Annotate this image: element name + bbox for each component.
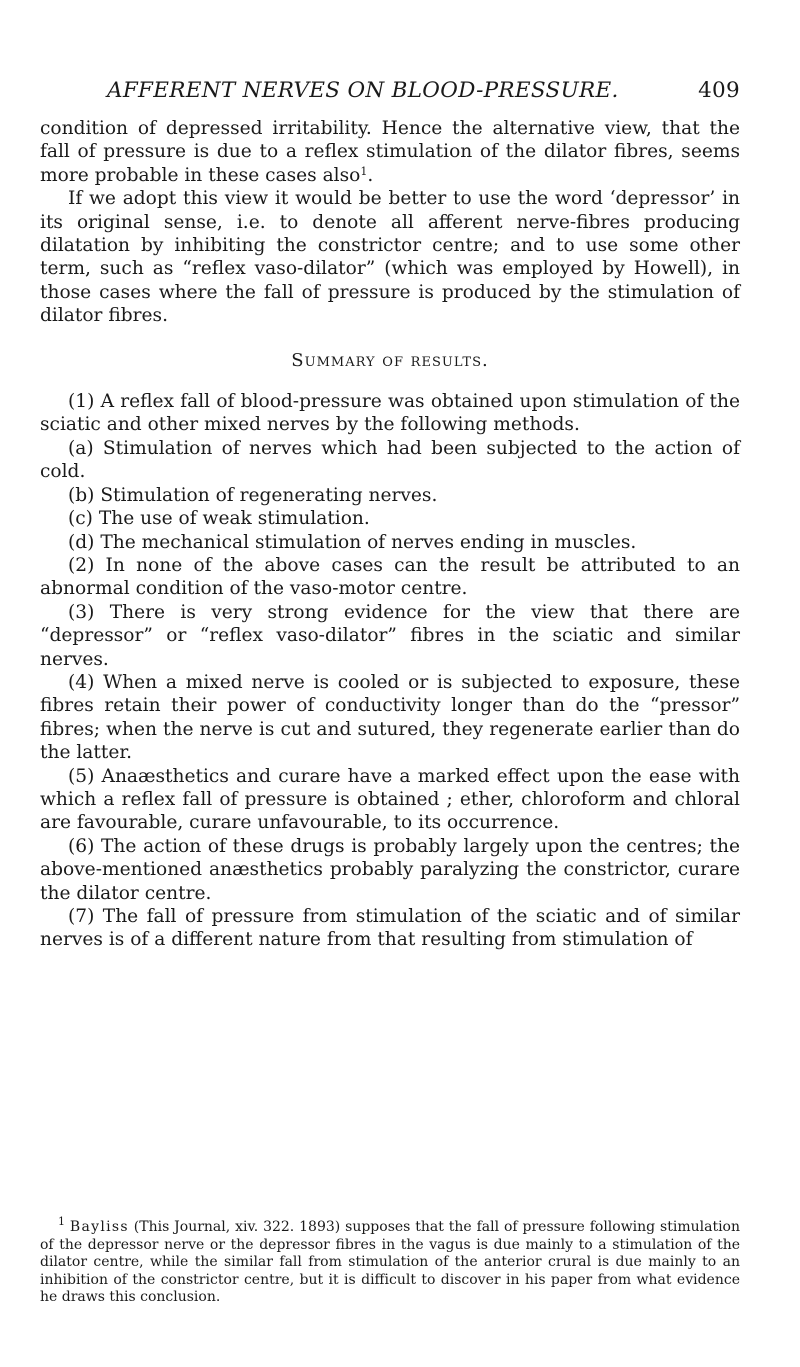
- footnote-reference: 1: [360, 164, 368, 178]
- paragraph-1-text: condition of depressed irritability. Hence the alternative view, that the fall of pressure is due to a reflex stimulation of the dilator fibres, seems more probable in these cases also: [40, 118, 740, 186]
- footnote: [40, 1215, 740, 1307]
- summary-item-2: (2) In none of the above cases can the result be attributed to an abnormal condition of the vaso-motor centre.: [40, 554, 740, 600]
- summary-item-7: (7) The fall of pressure from stimulation of the sciatic and of similar nerves is of a different nature from that resulting from stimulation of: [40, 906, 740, 951]
- section-heading-text: Summary of results.: [291, 349, 489, 371]
- paragraph-1-end: .: [367, 164, 374, 186]
- footnote-paragraph: [40, 1215, 740, 1307]
- summary-item-1c: (c) The use of weak stimulation.: [68, 508, 370, 530]
- footnote-author: Bayliss: [69, 1219, 129, 1235]
- paragraph-2: If we adopt this view it would be better to use the word ‘depressor’ in its original sense, i.e. to denote all afferent nerve-fibres producing dilatation by inhibiting the constrictor centre; and to use some other term, such as “reflex vaso-dilator” (which was employed by Howell), in those cases where the fall of pressure is produced by the stimulation of dilator fibres.: [40, 188, 740, 327]
- summary-item-1: (1) A reflex fall of blood-pressure was obtained upon stimulation of the sciatic and other mixed nerves by the following methods.: [40, 391, 740, 436]
- running-title: AFFERENT NERVES ON BLOOD-PRESSURE.: [107, 78, 619, 103]
- footnote-mark: 1: [58, 1215, 65, 1228]
- body-text: [40, 117, 740, 952]
- summary-item-6: (6) The action of these drugs is probably largely upon the centres; the above-mentioned anæsthetics probably paralyzing the constrictor, curare the dilator centre.: [40, 835, 740, 904]
- summary-item-1d: (d) The mechanical stimulation of nerves ending in muscles.: [68, 531, 637, 553]
- summary-item-3: (3) There is very strong evidence for the view that there are “depressor” or “reflex vaso-dilator” fibres in the sciatic and similar nerves.: [40, 601, 740, 670]
- summary-item-4: (4) When a mixed nerve is cooled or is subjected to exposure, these fibres retain their power of conductivity longer than do the “pressor” fibres; when the nerve is cut and sutured, they regenerate earlier than do the latter.: [40, 671, 740, 764]
- running-header: [40, 78, 740, 108]
- section-heading: [40, 349, 740, 372]
- paragraph-1: [40, 117, 740, 187]
- page-number: 409: [698, 78, 740, 103]
- summary-item-1b: (b) Stimulation of regenerating nerves.: [68, 484, 438, 506]
- footnote-text: (This Journal, xiv. 322. 1893) supposes that the fall of pressure following stimulation of the depressor nerve or the depressor fibres in the vagus is due mainly to a stimulation of the dilator centre, while the similar fall from stimulation of the anterior crural is due mainly to an inhibition of the constrictor centre, but it is difficult to discover in his paper from what evidence he draws this conclusion.: [40, 1219, 740, 1305]
- summary-item-5: (5) Anaæsthetics and curare have a marked effect upon the ease with which a reflex fall of pressure is obtained ; ether, chloroform and chloral are favourable, curare unfavourable, to its occurrence.: [40, 765, 740, 834]
- summary-item-1a: (a) Stimulation of nerves which had been subjected to the action of cold.: [40, 437, 740, 483]
